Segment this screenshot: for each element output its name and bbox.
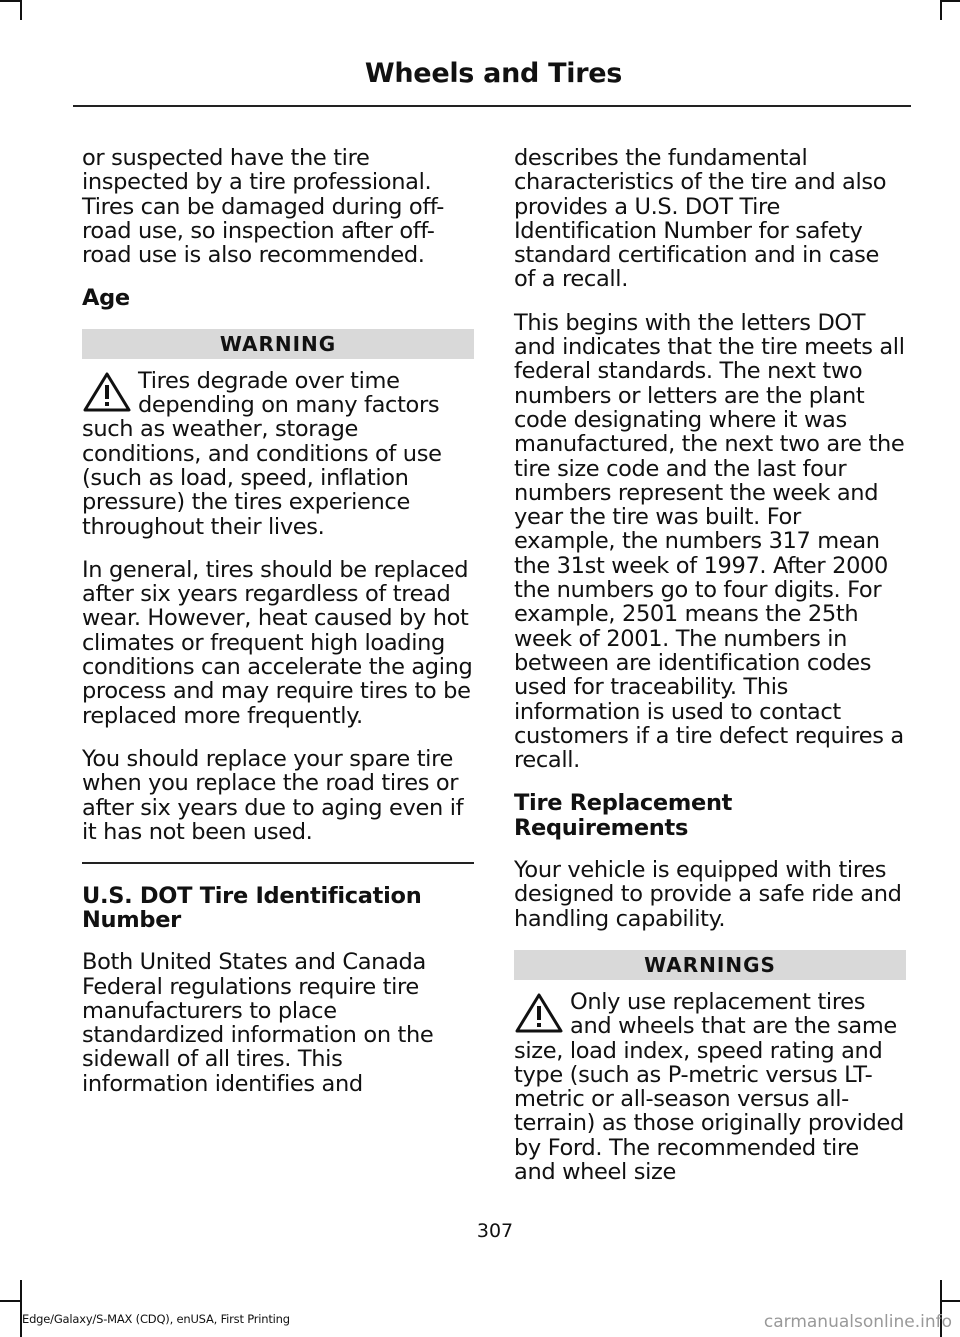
age-warning-text [82, 369, 474, 539]
crop-mark-top-right [940, 0, 960, 2]
page-title: Wheels and Tires [364, 58, 622, 89]
crop-mark-top-left-vertical [20, 0, 22, 20]
left-column [82, 146, 474, 1115]
warnings-banner: WARNINGS [514, 950, 906, 980]
warning-banner: WARNING [82, 329, 474, 359]
header-divider [73, 105, 911, 107]
crop-mark-bottom-left-vertical [20, 1280, 22, 1337]
warning-triangle-icon [82, 371, 132, 413]
dot-paragraph: Both United States and Canada Federal regulations require tire manufacturers to place standardized information on the sidewall of all tires. This information identifies and [82, 949, 434, 1097]
replacement-heading: Tire Replacement Requirements [514, 790, 733, 841]
replacement-warning-text [514, 990, 906, 1184]
dot-begins-paragraph: This begins with the letters DOT and indicates that the tire meets all federal standards. The next two numbers or letters are the plant code designating where it was manufactured, the next two are the tire size code and the last four numbers represent the week and year the tire was built. For example, the numbers 317 mean the 31st week of 1997. After 2000 the numbers go to four digits. For example, 2501 means the 25th week of 2001. The numbers in between are identification codes used for traceability. This information is used to contact customers if a tire defect requires a recall. [514, 309, 905, 774]
crop-mark-bottom-right [940, 1300, 960, 1302]
general-paragraph: In general, tires should be replaced after six years regardless of tread wear. However, heat caused by hot climates or frequent high loading conditions can accelerate the aging process and may require tires to be replaced more frequently. [82, 556, 473, 729]
page-number: 307 [476, 1220, 514, 1242]
right-column [514, 146, 906, 1203]
crop-mark-top-right-vertical [940, 0, 942, 20]
dot-heading: U.S. DOT Tire Identification Number [82, 882, 422, 933]
warning-body: Tires degrade over time depending on many factors such as weather, storage conditions, and conditions of use (such as load, speed, inflation pressure) the tires experience throughout their lives. [82, 367, 442, 540]
footer-text: Edge/Galaxy/S-MAX (CDQ), enUSA, First Printing [22, 1312, 290, 1326]
equipped-paragraph: Your vehicle is equipped with tires designed to provide a safe ride and handling capability. [514, 857, 902, 932]
section-divider [82, 862, 474, 864]
intro-paragraph: or suspected have the tire inspected by a tire professional. Tires can be damaged during off-road use, so inspection after off-road use is also recommended. [82, 145, 444, 269]
warnings-body: Only use replacement tires and wheels that are the same size, load index, speed rating and type (such as P-metric versus LT-metric or all-season versus all-terrain) as those originally provided by Ford. The recommended tire and wheel size [514, 988, 904, 1185]
dot-continued-paragraph: describes the fundamental characteristics of the tire and also provides a U.S. DOT Tire Identification Number for safety standard certification and in case of a recall. [514, 145, 887, 293]
crop-mark-top-left [0, 0, 20, 2]
age-heading: Age [82, 285, 130, 312]
spare-tire-paragraph: You should replace your spare tire when you replace the road tires or after six years due to aging even if it has not been used. [82, 745, 464, 845]
watermark: carmanualsonline.info [763, 1312, 952, 1332]
crop-mark-bottom-left [0, 1300, 20, 1302]
warning-triangle-icon [514, 992, 564, 1034]
